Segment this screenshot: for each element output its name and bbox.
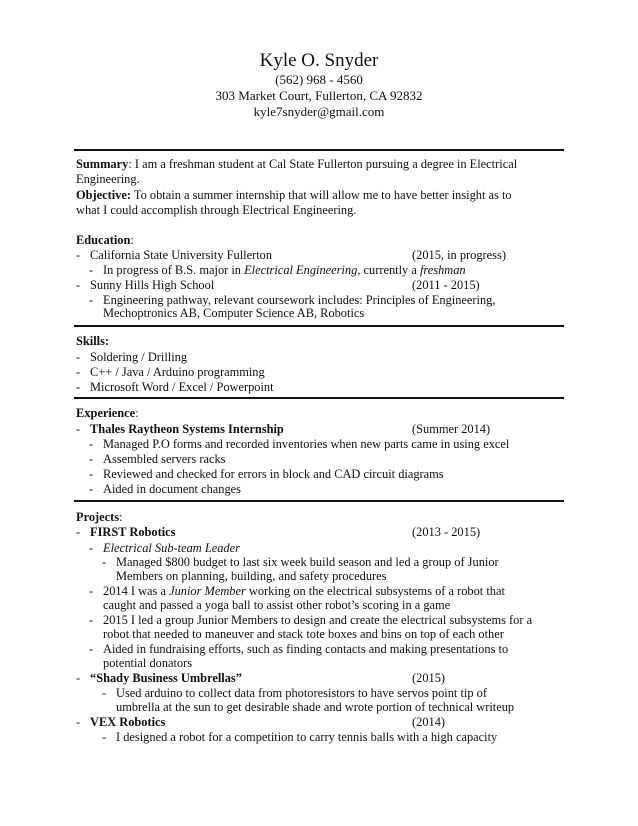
bullet-dash: - xyxy=(76,365,81,379)
experience-item: Assembled servers racks xyxy=(103,452,226,466)
school-csuf-detail xyxy=(103,263,466,278)
detail-text: In progress of B.S. major in xyxy=(103,263,245,277)
summary-line-1 xyxy=(76,157,517,172)
summary-line-2: Engineering. xyxy=(76,172,140,186)
objective-label: Objective: xyxy=(76,188,132,202)
candidate-name: Kyle O. Snyder xyxy=(259,50,379,71)
bullet-dash: - xyxy=(76,671,81,685)
skill-item: Soldering / Drilling xyxy=(90,350,188,364)
project-date-vex: (2014) xyxy=(412,715,446,729)
experience-item: Managed P.O forms and recorded inventories when new parts came in using excel xyxy=(103,437,510,451)
skills-label: Skills: xyxy=(76,334,110,348)
experience-item: Aided in document changes xyxy=(103,482,241,496)
project-role: Electrical Sub-team Leader xyxy=(103,541,240,555)
experience-label: Experience xyxy=(76,406,136,420)
skill-item: Microsoft Word / Excel / Powerpoint xyxy=(90,380,274,394)
objective-line-2: what I could accomplish through Electrical Engineering. xyxy=(76,203,357,217)
bullet-dash: - xyxy=(76,422,81,436)
project-detail: Managed $800 budget to last six week build season and led a group of Junior xyxy=(116,555,499,569)
experience-item: Reviewed and checked for errors in block and CAD circuit diagrams xyxy=(103,467,444,481)
phone-number: (562) 968 - 4560 xyxy=(275,72,363,87)
divider xyxy=(74,500,564,502)
bullet-dash: - xyxy=(89,584,94,598)
education-heading xyxy=(76,233,134,248)
bullet-dash: - xyxy=(89,263,94,277)
education-label: Education xyxy=(76,233,131,247)
role-text: Junior Member xyxy=(169,584,246,598)
bullet-dash: - xyxy=(89,541,94,555)
bullet-dash: - xyxy=(76,350,81,364)
project-detail: Members on planning, building, and safety procedures xyxy=(116,569,387,583)
bullet-dash: - xyxy=(102,555,107,569)
school-csuf: California State University Fullerton xyxy=(90,248,273,262)
resume-header xyxy=(0,50,638,120)
bullet-dash: - xyxy=(89,482,94,496)
major-text: Electrical Engineering, xyxy=(244,263,361,277)
bullet-dash: - xyxy=(102,686,107,700)
bullet-dash: - xyxy=(76,715,81,729)
education-colon: : xyxy=(130,233,134,247)
email-address: kyle7snyder@gmail.com xyxy=(253,104,385,119)
bullet-dash: - xyxy=(89,452,94,466)
bullet-dash: - xyxy=(76,278,81,292)
school-sunny-hills-date: (2011 - 2015) xyxy=(412,278,480,292)
detail-text: currently a xyxy=(360,263,420,277)
project-date-shady: (2015) xyxy=(412,671,446,685)
project-detail: 2015 I led a group Junior Members to design and create the electrical subsystems for a xyxy=(103,613,533,627)
divider xyxy=(74,325,564,327)
projects-label: Projects xyxy=(76,510,120,524)
project-title-first: FIRST Robotics xyxy=(90,525,176,539)
project-detail: Aided in fundraising efforts, such as finding contacts and making presentations to xyxy=(103,642,509,656)
school-sunny-hills-detail-1: Engineering pathway, relevant coursework includes: Principles of Engineering, xyxy=(103,293,496,307)
project-detail: caught and passed a yoga ball to assist other robot’s scoring in a game xyxy=(103,598,451,612)
experience-heading xyxy=(76,406,139,421)
project-title-vex: VEX Robotics xyxy=(90,715,166,729)
experience-date: (Summer 2014) xyxy=(412,422,491,436)
skill-item: C++ / Java / Arduino programming xyxy=(90,365,265,379)
projects-heading xyxy=(76,510,123,525)
projects-colon: : xyxy=(119,510,123,524)
bullet-dash: - xyxy=(76,248,81,262)
experience-title: Thales Raytheon Systems Internship xyxy=(90,422,284,436)
detail-text: working on the electrical subsystems of a robot that xyxy=(245,584,505,598)
class-standing: freshman xyxy=(419,263,466,277)
project-detail: I designed a robot for a competition to carry tennis balls with a high capacity xyxy=(116,730,498,744)
detail-text: 2014 I was a xyxy=(103,584,170,598)
school-sunny-hills: Sunny Hills High School xyxy=(90,278,215,292)
divider xyxy=(74,397,564,399)
project-date-first: (2013 - 2015) xyxy=(412,525,481,539)
project-detail: potential donators xyxy=(103,656,193,670)
project-detail xyxy=(103,584,505,599)
project-title-shady: “Shady Business Umbrellas” xyxy=(90,671,242,685)
bullet-dash: - xyxy=(76,380,81,394)
objective-line-1 xyxy=(76,188,512,203)
summary-text: : I am a freshman student at Cal State Fullerton pursuing a degree in Electrical xyxy=(128,157,518,171)
school-sunny-hills-detail-2: Mechoptronics AB, Computer Science AB, Robotics xyxy=(103,306,365,320)
divider xyxy=(74,149,564,151)
skills-heading xyxy=(76,334,109,349)
summary-label: Summary xyxy=(76,157,129,171)
bullet-dash: - xyxy=(89,613,94,627)
project-detail: robot that needed to maneuver and stack tote boxes and bins on top of each other xyxy=(103,627,504,641)
bullet-dash: - xyxy=(89,642,94,656)
project-detail: umbrella at the sun to get desirable shade and wrote portion of technical writeup xyxy=(116,700,515,714)
objective-text: To obtain a summer internship that will allow me to have better insight as to xyxy=(131,188,512,202)
school-csuf-date: (2015, in progress) xyxy=(412,248,506,262)
bullet-dash: - xyxy=(102,730,107,744)
street-address: 303 Market Court, Fullerton, CA 92832 xyxy=(215,88,423,103)
bullet-dash: - xyxy=(89,293,94,307)
project-detail: Used arduino to collect data from photoresistors to have servos point tip of xyxy=(116,686,487,700)
bullet-dash: - xyxy=(89,467,94,481)
bullet-dash: - xyxy=(89,437,94,451)
bullet-dash: - xyxy=(76,525,81,539)
experience-colon: : xyxy=(135,406,139,420)
